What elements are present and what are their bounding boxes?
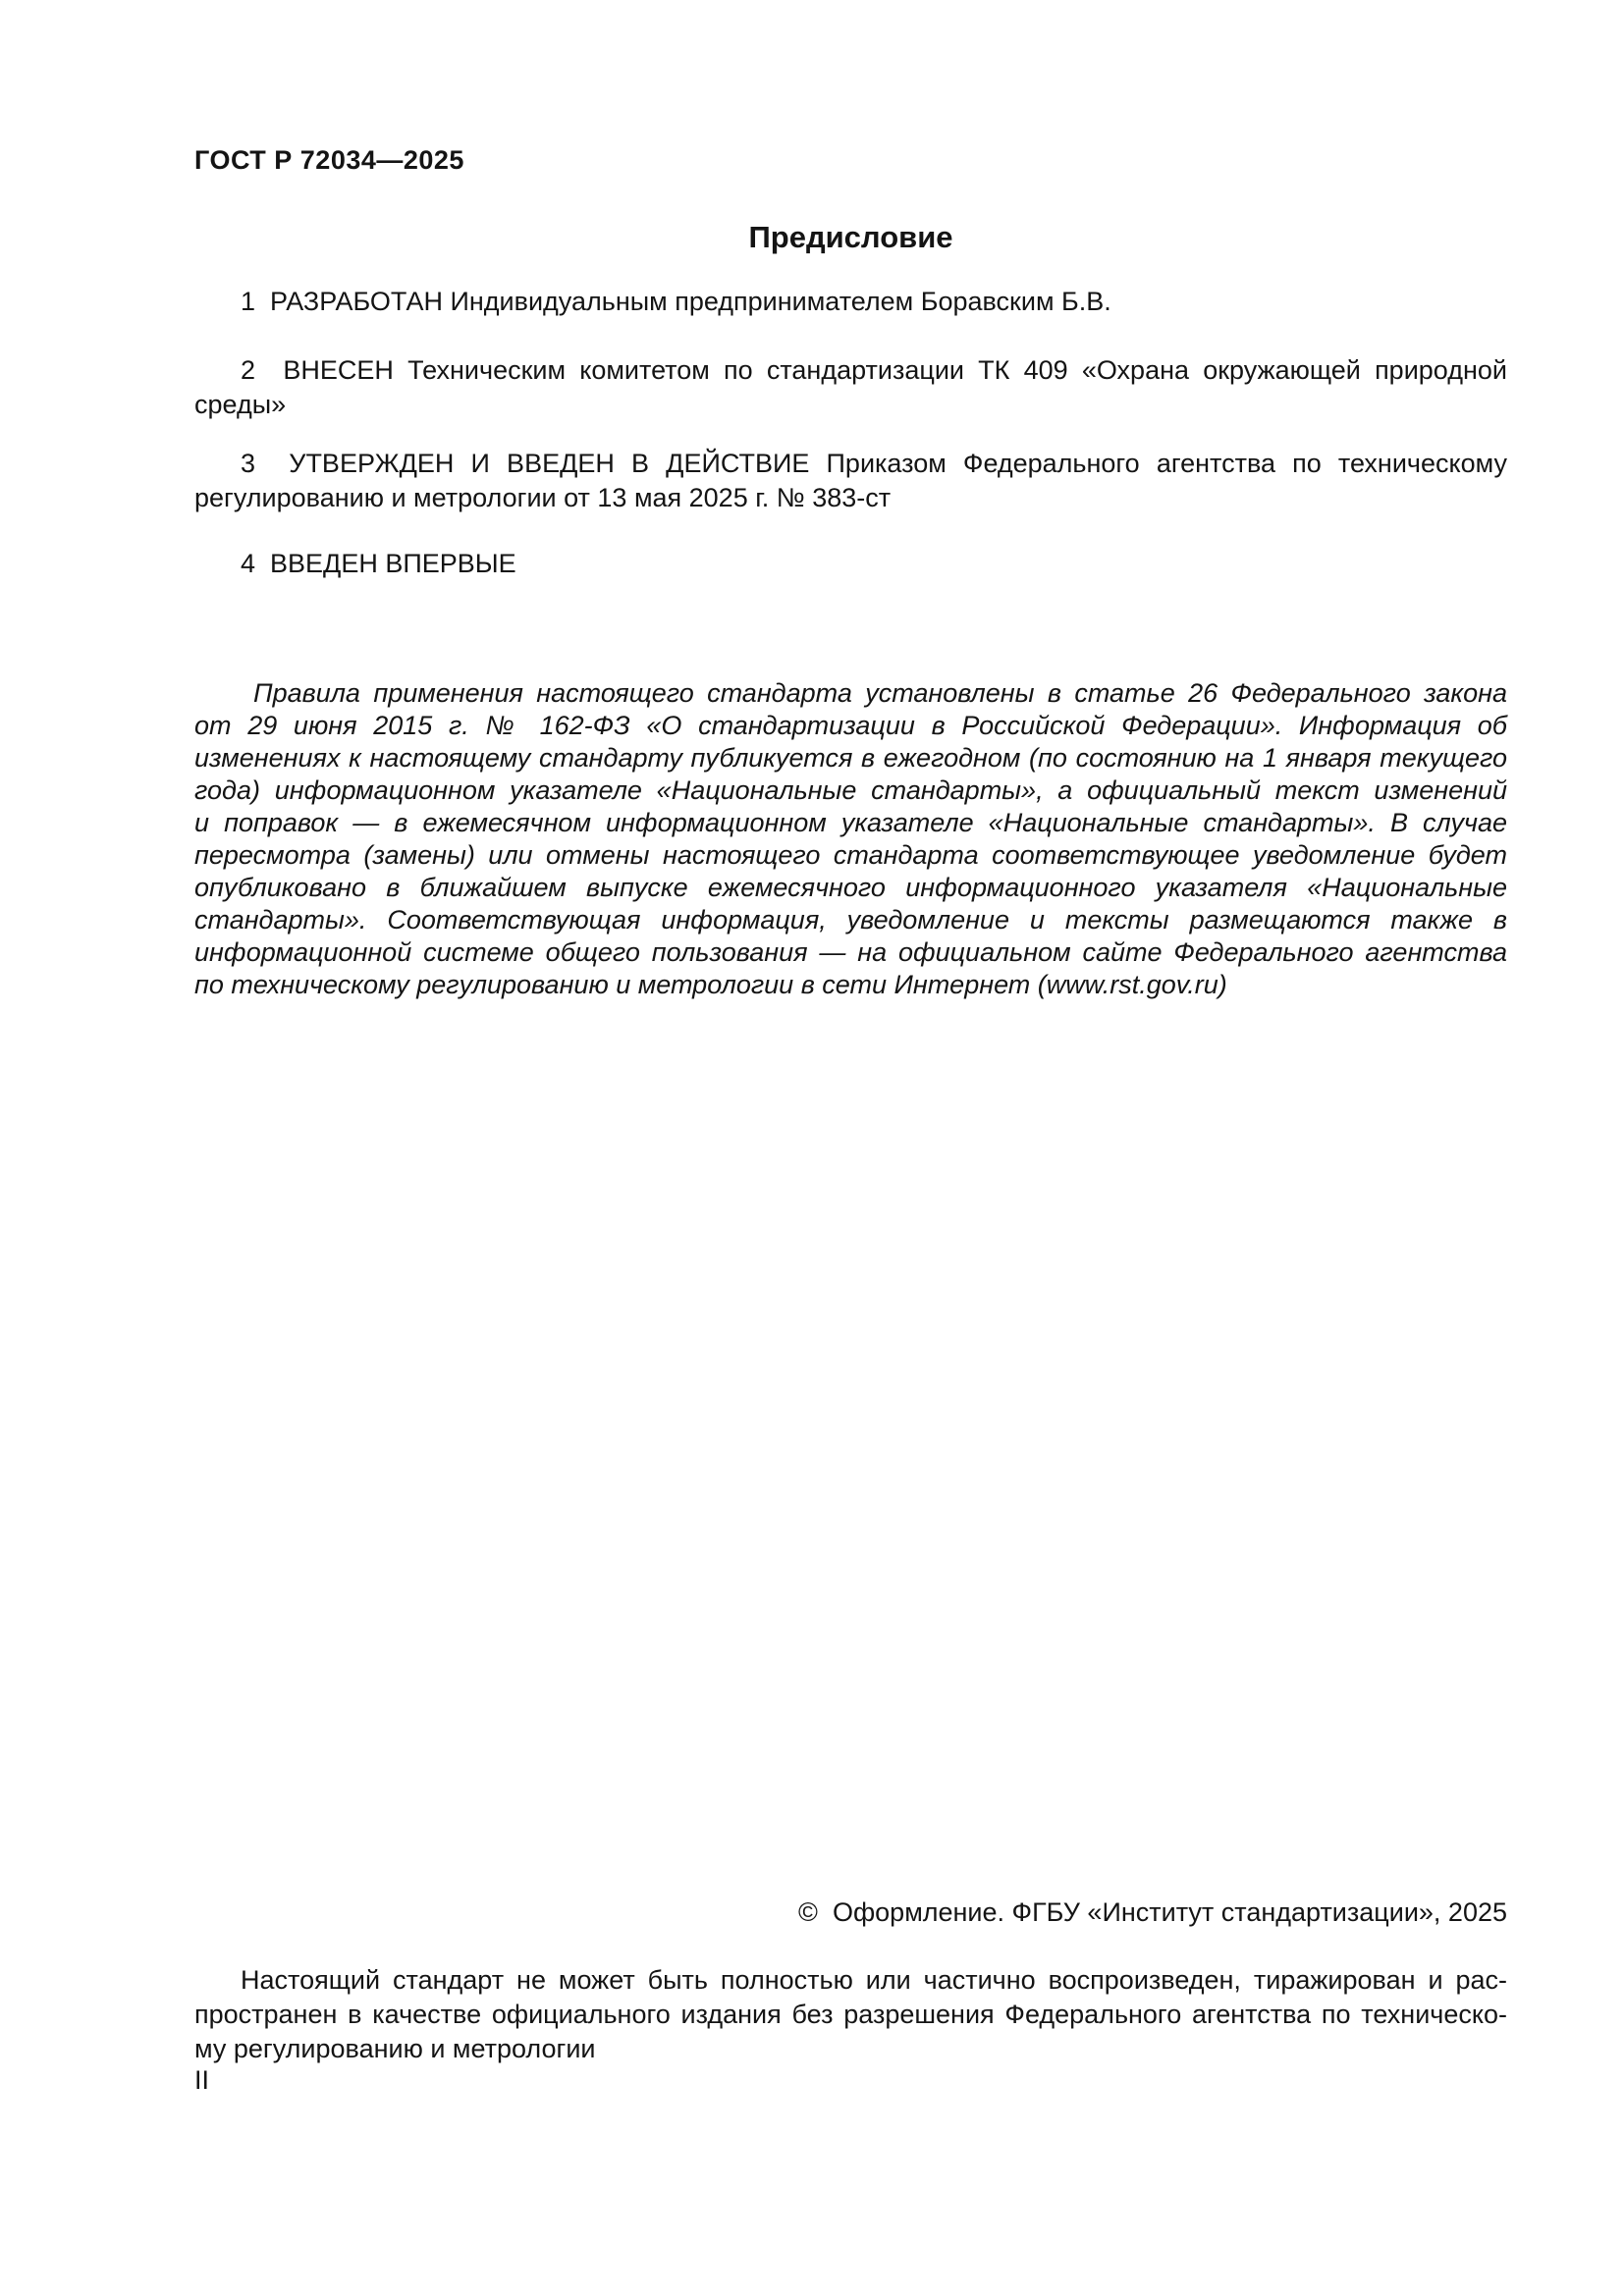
legal-info-line: пересмотра (замены) или отмены настоящего стандарта соответствующее уведомление будет [194, 840, 1507, 870]
legal-info-line: опубликовано в ближайшем выпуске ежемесячного информационного указателя «Национальные [194, 873, 1507, 902]
foreword-line: 3 УТВЕРЖДЕН И ВВЕДЕН В ДЕЙСТВИЕ Приказом Федерального агентства по техническому [241, 449, 1507, 478]
foreword-line: среды» [194, 390, 287, 419]
foreword-item-3 [194, 447, 1507, 515]
legal-info-line: изменениях к настоящему стандарту публикуется в ежегодном (по состоянию на 1 января текущего [194, 743, 1507, 773]
legal-info-line: информационной системе общего пользования — на официальном сайте Федерального агентства [194, 937, 1507, 967]
legal-info-line: по техническому регулированию и метрологии в сети Интернет (www.rst.gov.ru) [194, 970, 1227, 999]
page-number: II [194, 2065, 210, 2095]
page-title: Предисловие [748, 220, 953, 254]
legal-info-line: стандарты». Соответствующая информация, уведомление и тексты размещаются также в [194, 905, 1507, 934]
foreword-line: регулированию и метрологии от 13 мая 2025 г. № 383-ст [194, 483, 892, 512]
foreword-item-4 [194, 547, 1507, 581]
legal-info-line: и поправок — в ежемесячном информационном указателе «Национальные стандарты». В случае [194, 808, 1507, 837]
reproduction-restriction [194, 1963, 1507, 2066]
restriction-line: му регулированию и метрологии [194, 2034, 596, 2063]
foreword-item-1 [194, 285, 1507, 319]
legal-info-line: года) информационном указателе «Национальные стандарты», а официальный текст изменений [194, 775, 1507, 805]
legal-info-block [194, 677, 1507, 1001]
restriction-line: пространен в качестве официального издания без разрешения Федерального агентства по техническо- [194, 2000, 1507, 2029]
legal-info-line: от 29 июня 2015 г. № 162-ФЗ «О стандартизации в Российской Федерации». Информация об [194, 711, 1507, 740]
foreword-line: 2 ВНЕСЕН Техническим комитетом по стандартизации ТК 409 «Охрана окружающей природной [241, 355, 1507, 385]
foreword-item-2 [194, 353, 1507, 422]
restriction-line: Настоящий стандарт не может быть полностью или частично воспроизведен, тиражирован и рас- [241, 1965, 1507, 1995]
foreword-line: 4 ВВЕДЕН ВПЕРВЫЕ [241, 549, 516, 578]
standard-designation: ГОСТ Р 72034—2025 [194, 145, 464, 175]
copyright-notice: © Оформление. ФГБУ «Институт стандартизации», 2025 [798, 1897, 1507, 1927]
foreword-line: 1 РАЗРАБОТАН Индивидуальным предпринимателем Боравским Б.В. [241, 287, 1111, 316]
legal-info-line: Правила применения настоящего стандарта установлены в статье 26 Федерального закона [253, 678, 1507, 708]
